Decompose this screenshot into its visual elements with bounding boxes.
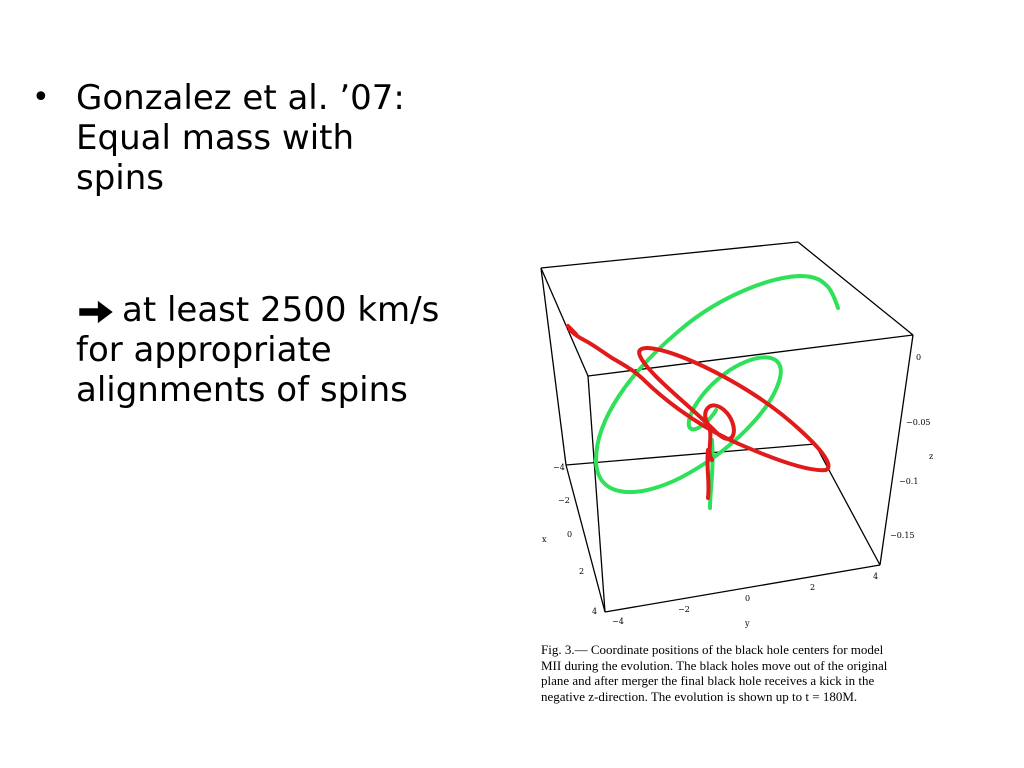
result-text — [76, 290, 506, 410]
x-tick: 4 — [592, 607, 598, 616]
z-tick: −0.1 — [899, 477, 919, 486]
x-tick: −4 — [553, 463, 565, 472]
caption-line: plane and after merger the final black hole receives a kick in the — [541, 673, 875, 688]
frame-edge — [815, 444, 880, 565]
bullet-line-3: spins — [76, 158, 165, 198]
right-arrow-icon — [76, 299, 116, 325]
caption-line: Fig. 3.— Coordinate positions of the black hole centers for model — [541, 642, 884, 657]
y-tick: 2 — [810, 583, 816, 592]
y-axis-label: y — [745, 619, 750, 628]
frame-edge — [605, 565, 880, 612]
trajectory-red — [568, 326, 828, 498]
x-tick: 2 — [579, 567, 585, 576]
y-tick: −2 — [678, 605, 690, 614]
y-tick: −4 — [612, 617, 624, 626]
result-line-1 — [76, 290, 506, 330]
x-tick: −2 — [558, 496, 570, 505]
z-tick: 0 — [916, 353, 922, 362]
bullet-marker: • — [32, 80, 50, 115]
frame-edge — [566, 444, 815, 465]
bullet-item — [32, 78, 502, 198]
bullet-line-2: Equal mass with — [76, 118, 355, 158]
z-tick: −0.15 — [890, 531, 915, 540]
caption-line: MII during the evolution. The black holes move out of the original — [541, 657, 888, 673]
caption-line: negative z-direction. The evolution is shown up to t = 180M. — [541, 688, 858, 704]
z-tick: −0.05 — [906, 418, 931, 427]
result-line-1-text: at least 2500 km/s — [122, 290, 440, 330]
frame-edge — [588, 376, 605, 612]
frame-edge — [798, 242, 913, 335]
bullet-line-1: Gonzalez et al. ’07: — [76, 78, 405, 118]
axis-labels — [542, 353, 933, 628]
figure-caption — [541, 642, 976, 704]
x-tick: 0 — [567, 530, 573, 539]
trajectory-plot — [530, 238, 950, 638]
result-line-3: alignments of spins — [76, 370, 408, 410]
x-axis-label: x — [542, 535, 547, 544]
result-line-2: for appropriate — [76, 330, 332, 370]
z-axis-label: z — [929, 452, 934, 461]
bullet-text — [76, 78, 405, 198]
y-tick: 0 — [745, 594, 751, 603]
trajectory-figure — [530, 238, 950, 638]
y-tick: 4 — [873, 572, 879, 581]
trajectory-green — [596, 276, 838, 508]
frame-edge — [541, 242, 798, 268]
trajectory-red-tail — [707, 450, 708, 498]
